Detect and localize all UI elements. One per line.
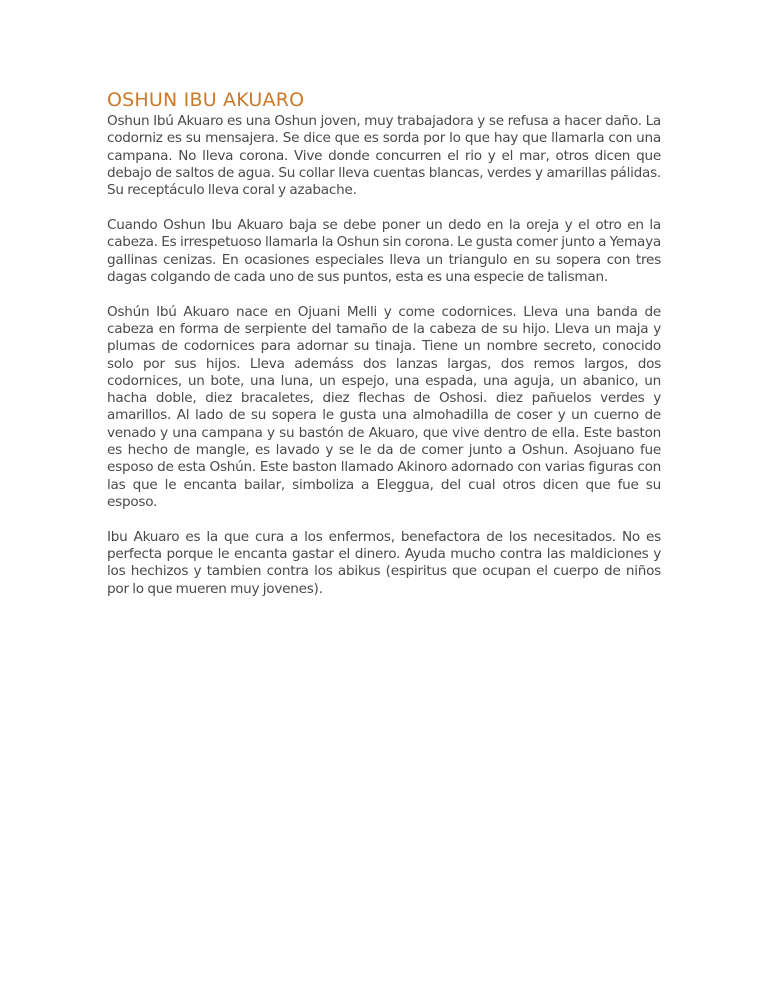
paragraph-4: Ibu Akuaro es la que cura a los enfermos, benefactora de los necesitados. No es perfecta porque le encanta gastar el dinero. Ayuda mucho contra las maldiciones y los hechizos y tambien contra los abikus (espiritus que ocupan el cuerpo de niños por lo que mueren muy jovenes). — [107, 528, 661, 597]
paragraph-spacer — [107, 511, 661, 529]
paragraph-spacer — [107, 199, 661, 217]
document-page — [107, 88, 661, 598]
document-title: OSHUN IBU AKUARO — [107, 89, 305, 111]
paragraph-3: Oshún Ibú Akuaro nace en Ojuani Melli y come codornices. Lleva una banda de cabeza en forma de serpiente del tamaño de la cabeza de su hijo. Lleva un maja y plumas de codornices para adornar su tinaja. Tiene un nombre secreto, conocido solo por sus hijos. Lleva ademáss dos lanzas largas, dos remos largos, dos codornices, un bote, una luna, un espejo, una espada, una aguja, un abanico, un hacha doble, diez bracaletes, diez flechas de Oshosi. diez pañuelos verdes y amarillos. Al lado de su sopera le gusta una almohadilla de coser y un cuerno de venado y una campana y su bastón de Akuaro, que vive dentro de ella. Este baston es hecho de mangle, es lavado y se le da de comer junto a Oshun. Asojuano fue esposo de esta Oshún. Este baston llamado Akinoro adornado con varias figuras con las que le encanta bailar, simboliza a Eleggua, del cual otros dicen que fue su esposo. — [107, 303, 661, 510]
paragraph-2: Cuando Oshun Ibu Akuaro baja se debe poner un dedo en la oreja y el otro en la cabeza. Es irrespetuoso llamarla la Oshun sin corona. Le gusta comer junto a Yemaya gallinas cenizas. En ocasiones especiales lleva un triangulo en su sopera con tres dagas colgando de cada uno de sus puntos, esta es una especie de talisman. — [107, 216, 661, 285]
paragraph-1: Oshun Ibú Akuaro es una Oshun joven, muy trabajadora y se refusa a hacer daño. La codorniz es su mensajera. Se dice que es sorda por lo que hay que llamarla con una campana. No lleva corona. Vive donde concurren el rio y el mar, otros dicen que debajo de saltos de agua. Su collar lleva cuentas blancas, verdes y amarillas pálidas. Su receptáculo lleva coral y azabache. — [107, 113, 661, 199]
paragraph-spacer — [107, 286, 661, 304]
